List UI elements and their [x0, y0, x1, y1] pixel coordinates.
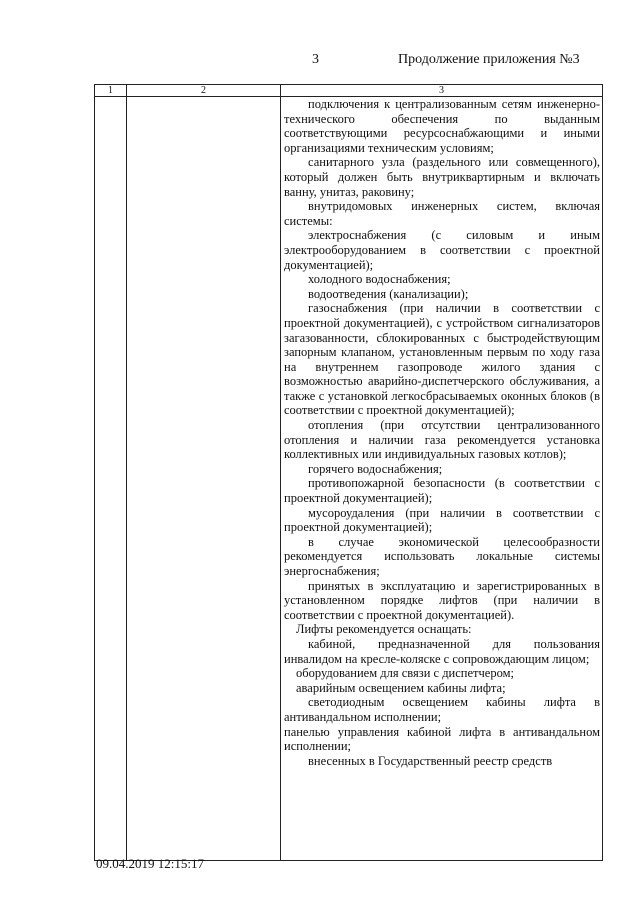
requirement-paragraph: отопления (при отсутствии централизованного отопления и наличии газа рекомендуется установка коллективных или индивидуальных газовых котлов); [284, 418, 600, 462]
table-body-row [95, 97, 603, 861]
requirement-paragraph: Лифты рекомендуется оснащать: [296, 622, 472, 637]
requirement-paragraph: внутридомовых инженерных систем, включая системы: [284, 199, 600, 228]
requirement-paragraph: светодиодным освещением кабины лифта в антивандальном исполнении; [284, 695, 600, 724]
requirement-paragraph: подключения к централизованным сетям инженерно-технического обеспечения по выданным соответствующими ресурсоснабжающими и иными организациями техническим условиям; [284, 97, 600, 155]
requirement-paragraph: кабиной, предназначенной для пользования инвалидом на кресле-коляске с сопровождающим лицом; [284, 636, 600, 666]
page-number: 3 [312, 52, 319, 67]
print-timestamp: 09.04.2019 12:15:17 [96, 856, 204, 871]
requirement-paragraph: газоснабжения (при наличии в соответствии с проектной документацией), с устройством сигнализаторов загазованности, сблокированных с быстродействующим запорным клапаном, установленным первым по ходу газа на внутреннем газопроводе жилого здания с возможностью аварийно-диспетчерского обслуживания, а также с установкой легкосбрасываемых оконных блоков (в соответствии с проектной документацией); [284, 301, 600, 418]
requirement-paragraph: холодного водоснабжения; [308, 272, 451, 287]
column-header-3: 3 [281, 85, 603, 97]
table-cell-col1 [95, 97, 127, 861]
requirement-paragraph: внесенных в Государственный реестр средств [308, 753, 553, 768]
requirement-paragraph: принятых в эксплуатацию и зарегистрированных в установленном порядке лифтов (при наличии в соответствии с проектной документацией). [284, 578, 600, 622]
requirement-paragraph: санитарного узла (раздельного или совмещенного), который должен быть внутриквартирным и включать ванну, унитаз, раковину; [284, 155, 600, 199]
requirement-paragraph: электроснабжения (с силовым и иным электрооборудованием в соответствии с проектной документацией); [284, 228, 600, 272]
requirement-paragraph: водоотведения (канализации); [308, 286, 469, 301]
column-header-1: 1 [95, 85, 127, 97]
requirement-paragraph: оборудованием для связи с диспетчером; [296, 666, 514, 681]
table-cell-col2 [127, 97, 281, 861]
requirement-paragraph: аварийным освещением кабины лифта; [296, 680, 506, 695]
table-header-row [95, 85, 603, 97]
requirements-text [281, 97, 602, 768]
column-header-2: 2 [127, 85, 281, 97]
requirement-paragraph: противопожарной безопасности (в соответствии с проектной документацией); [284, 476, 600, 506]
requirement-paragraph: в случае экономической целесообразности рекомендуется использовать локальные системы энергоснабжения; [284, 534, 600, 578]
requirement-paragraph: панелью управления кабиной лифта в антивандальном исполнении; [284, 724, 600, 754]
table-cell-col3 [281, 97, 603, 861]
requirement-paragraph: мусороудаления (при наличии в соответствии с проектной документацией); [284, 505, 600, 535]
requirement-paragraph: горячего водоснабжения; [308, 461, 443, 476]
appendix-continuation-label: Продолжение приложения №3 [398, 52, 580, 67]
requirements-table [94, 84, 603, 861]
